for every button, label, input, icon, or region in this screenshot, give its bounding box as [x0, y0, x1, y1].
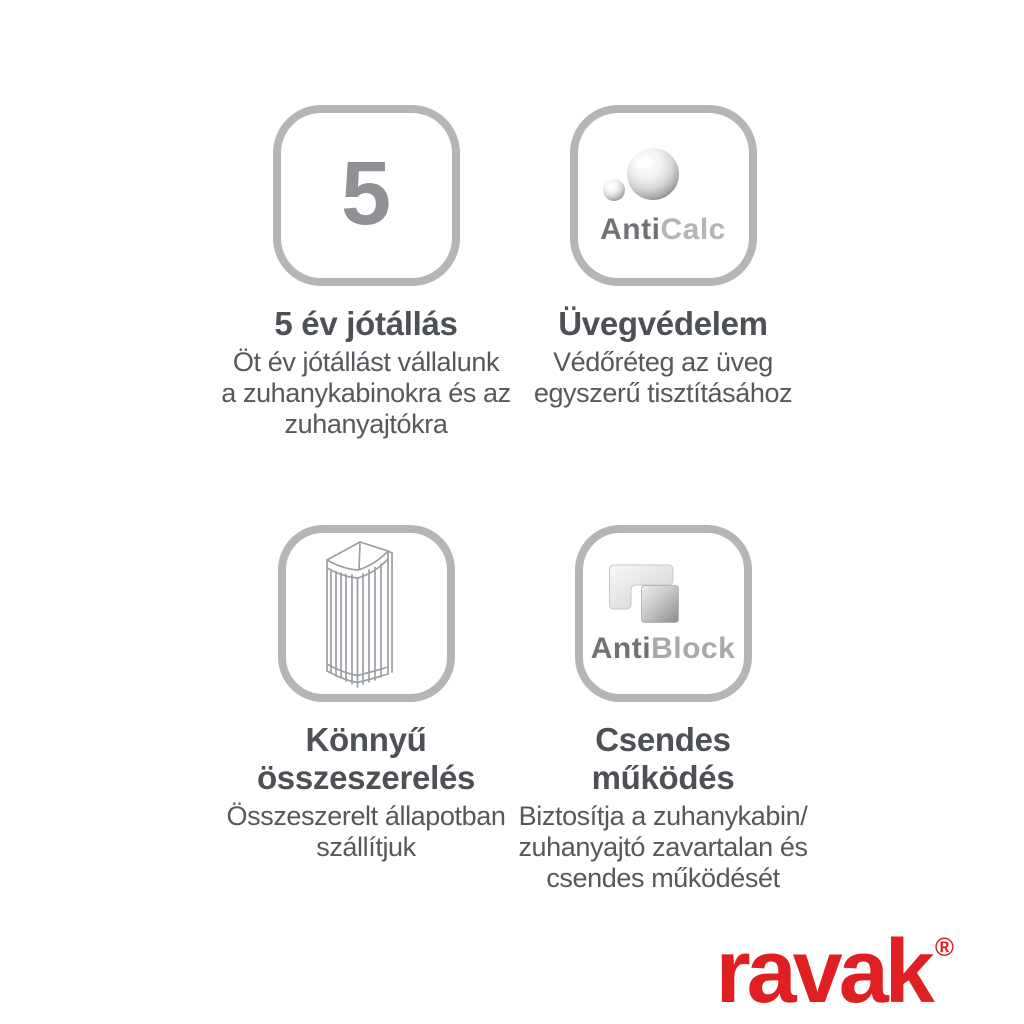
warranty-5-icon — [273, 105, 460, 286]
feature-glass-protection — [493, 105, 833, 409]
number-5-glyph: 5 — [340, 143, 392, 244]
feature-easy-assembly — [196, 525, 536, 863]
feature-title: Üvegvédelem — [558, 305, 768, 342]
water-bubbles-icon — [597, 147, 701, 209]
antiblock-blocks-icon — [609, 564, 687, 626]
feature-title — [196, 305, 536, 343]
registered-trademark-icon: ® — [934, 932, 954, 962]
feature-description: Biztosítja a zuhanykabin/ zuhanyajtó zavartalan és csendes működését — [518, 801, 808, 893]
shower-cabin-icon — [278, 525, 455, 702]
feature-description: Összeszerelt állapotban szállítjuk — [226, 801, 506, 862]
ravak-logo — [715, 922, 954, 1022]
anticalc-icon — [570, 105, 757, 286]
anticalc-wordmark: AntiCalc — [600, 212, 726, 246]
ravak-logo-text: ravak — [715, 922, 931, 1022]
feature-description: Öt év jótállást vállalunk a zuhanykabinokra és az zuhanyajtókra — [221, 347, 511, 439]
feature-title-line: 5 év jótállás — [274, 305, 458, 342]
feature-title: Csendes működés — [591, 721, 735, 796]
feature-description: Védőréteg az üveg egyszerű tisztításához — [533, 347, 793, 408]
antiblock-wordmark: AntiBlock — [590, 631, 736, 665]
feature-quiet-operation — [493, 525, 833, 894]
feature-title: Könnyű összeszerelés — [256, 721, 476, 796]
feature-warranty — [196, 105, 536, 440]
shower-cabin-drawing — [323, 538, 397, 690]
antiblock-icon — [575, 525, 752, 702]
